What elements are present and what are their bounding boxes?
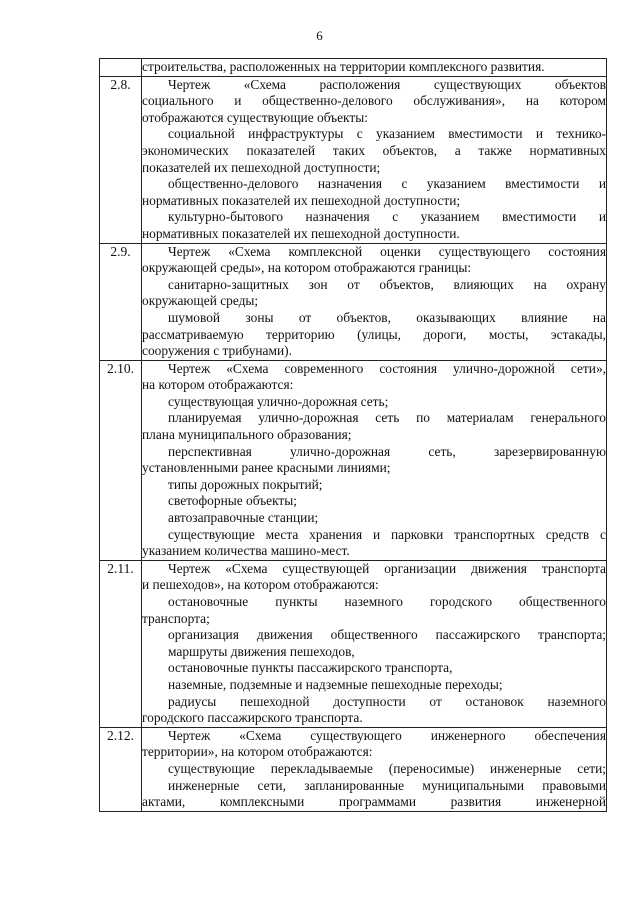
text-line: показателей их пешеходной доступности; [142,159,381,175]
text-line: отображаются существующие объекты: [142,109,368,125]
row-number: 2.12. [100,727,142,811]
text-line: перспективная улично-дорожная сеть, зарезервированную [168,443,606,459]
text-line: социальной инфраструктуры с указанием вместимости и технико- [168,126,606,142]
text-line: Чертеж «Схема комплексной оценки существующего состояния [168,243,606,259]
text-line: инженерные сети, запланированные муниципальными правовыми [168,777,606,793]
text-line: установленными ранее красными линиями; [142,460,391,476]
table-row-continuation [100,59,607,77]
text-line: автозаправочные станции; [168,510,319,526]
text-line: шумовой зоны от объектов, оказывающих влияние на [168,309,606,325]
row-text-cell [142,76,607,243]
text-line: социального и общественно-делового обслуживания», на котором [142,93,606,109]
table-row-2-9 [100,243,607,360]
text-line: светофорные объекты; [168,493,297,509]
text-line: на котором отображаются: [142,377,294,393]
text-line: территории», на котором отображаются: [142,744,373,760]
text-line: Чертеж «Схема существующей организации движения транспорта [168,560,606,576]
table-row-2-10 [100,360,607,560]
text-line: остановочные пункты наземного городского общественного [168,594,606,609]
text-line: существующие места хранения и парковки транспортных средств с [168,526,606,542]
text-line: сооружения с трибунами). [142,343,292,359]
text-line: Чертеж «Схема современного состояния улично-дорожной сети», [168,360,606,376]
row-number-cell [100,59,142,77]
text-line: типы дорожных покрытий; [168,476,323,492]
text-line: общественно-делового назначения с указанием вместимости и [168,176,606,192]
text-line: актами, комплексными программами развития инженерной [142,794,606,810]
row-text-cell [142,560,607,727]
table-row-2-8 [100,76,607,243]
table-row-2-11 [100,560,607,727]
row-number: 2.11. [100,560,142,727]
row-text-cell [142,59,607,77]
text-line: культурно-бытового назначения с указанием вместимости и [168,209,606,225]
text-line: указанием количества машино-мест. [142,543,350,559]
text-line: экономических показателей таких объектов, а также нормативных [142,142,606,158]
text-line: радиусы пешеходной доступности от остановок наземного [168,693,606,709]
text-line: городского пассажирского транспорта. [142,710,363,726]
text-line: наземные, подземные и надземные пешеходные переходы; [168,676,503,692]
text-line: рассматриваемую территорию (улицы, дороги, мосты, эстакады, [142,326,606,342]
text-line: окружающей среды; [142,293,259,309]
text-line: санитарно-защитных зон от объектов, влияющих на охрану [168,276,606,292]
text-line: и пешеходов», на котором отображаются: [142,577,379,593]
row-number: 2.8. [100,76,142,243]
text-line: нормативных показателей их пешеходной доступности. [142,225,460,241]
row-text-cell [142,243,607,360]
text-line: транспорта; [142,610,210,626]
text-line: маршруты движения пешеходов, [168,643,355,659]
row-number: 2.10. [100,360,142,560]
text-line: строительства, расположенных на территории комплексного развития. [142,59,545,74]
requirements-table [99,58,607,812]
text-line: остановочные пункты пассажирского транспорта, [168,660,453,676]
text-line: существующая улично-дорожная сеть; [168,393,389,409]
text-line: Чертеж «Схема расположения существующих объектов [168,76,606,92]
table-row-2-12 [100,727,607,811]
text-line: окружающей среды», на котором отображаются границы: [142,260,472,276]
text-line: Чертеж «Схема существующего инженерного обеспечения [168,727,606,743]
row-text-cell [142,727,607,811]
text-line: организация движения общественного пассажирского транспорта; [168,627,606,643]
row-number: 2.9. [100,243,142,360]
text-line: нормативных показателей их пешеходной доступности; [142,192,461,208]
text-line: существующие перекладываемые (переносимые) инженерные сети; [168,760,606,776]
text-line: планируемая улично-дорожная сеть по материалам генерального [168,410,606,426]
row-text-cell [142,360,607,560]
text-line: плана муниципального образования; [142,427,352,443]
page-number: 6 [316,28,323,43]
